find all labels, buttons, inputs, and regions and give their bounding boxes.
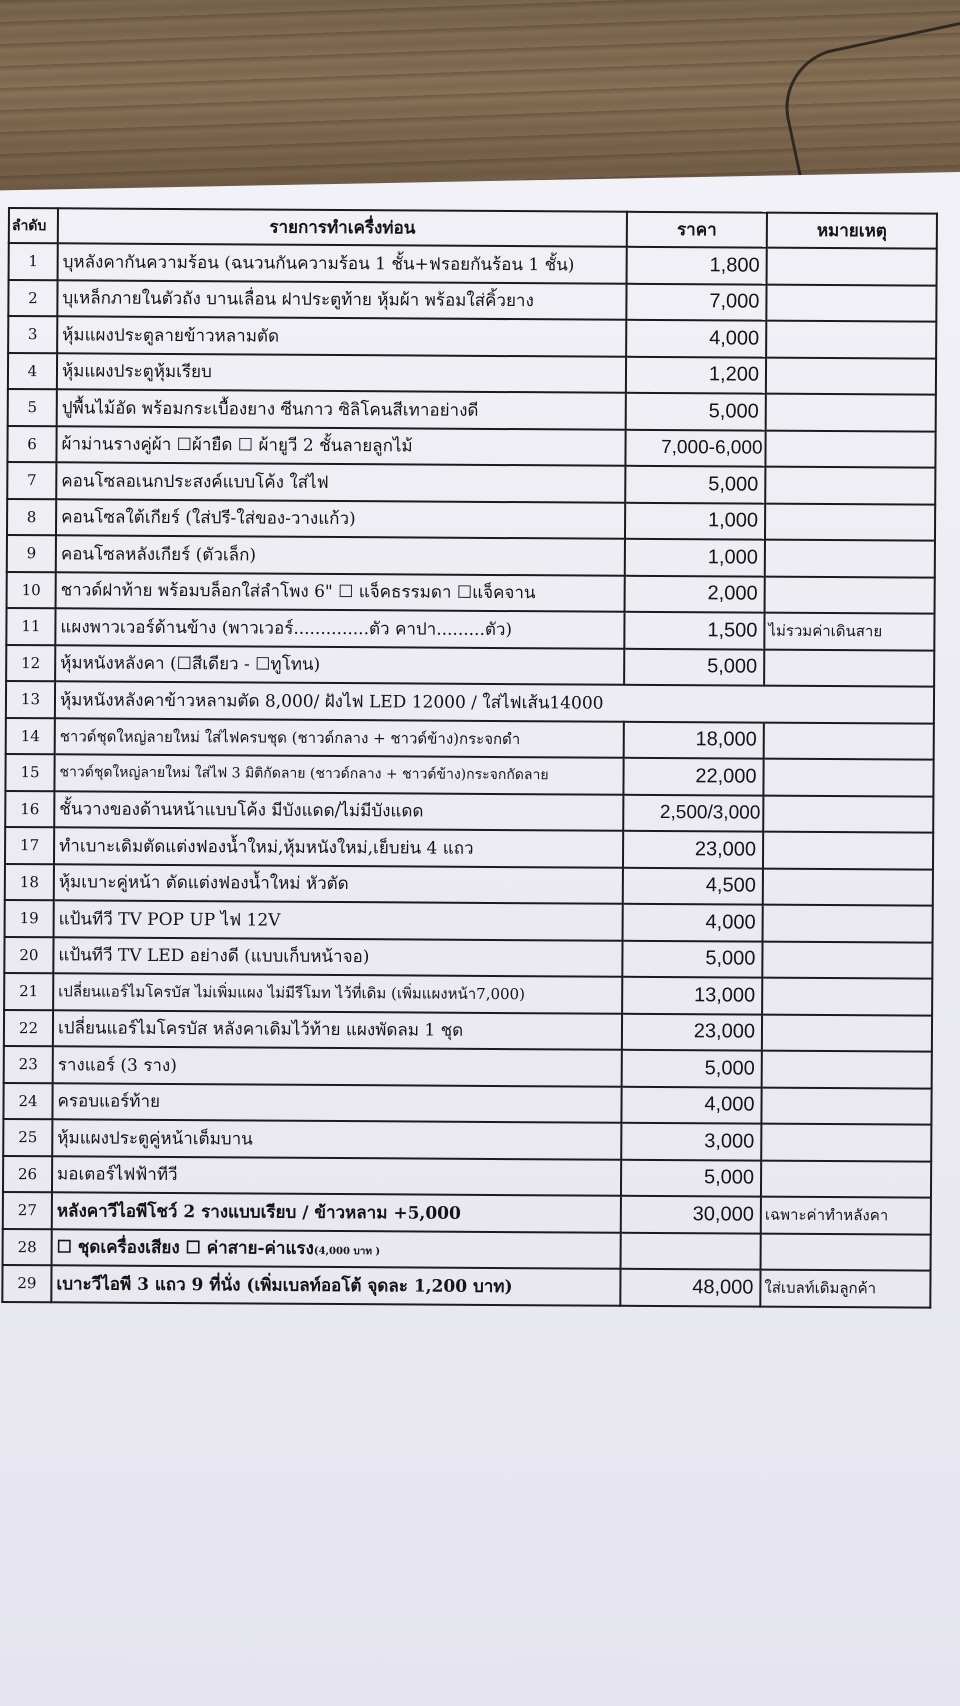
table-row (6, 608, 934, 650)
row-number: 28 (3, 1228, 52, 1265)
row-note (762, 1014, 932, 1052)
row-item: ครอบแอร์ท้าย (52, 1083, 621, 1123)
row-number: 26 (3, 1155, 52, 1192)
row-price: 7,000-6,000 (625, 429, 765, 466)
row-item: ทำเบาะเดิมตัดแต่งฟองน้ำใหม่,หุ้มหนังใหม่,เย็บย่น 4 แถว (54, 827, 623, 867)
row-number: 7 (7, 462, 56, 499)
row-note (761, 1233, 931, 1271)
row-price: 1,000 (625, 502, 765, 539)
row-price: 1,500 (624, 612, 764, 649)
row-item (52, 1229, 621, 1269)
row-item: ชาวด์ชุดใหญ่ลายใหม่ ใส่ไฟครบชุด (ชาวด์กลาง + ชาวด์ข้าง)กระจกดำ (55, 718, 624, 758)
row-item: บุเหล็กภายในตัวถัง บานเลื่อน ฝาประตูท้าย หุ้มผ้า พร้อมใส่คิ้วยาง (57, 280, 626, 320)
row-number: 18 (5, 863, 54, 900)
row-number: 1 (9, 243, 58, 280)
row-price: 2,000 (625, 575, 765, 612)
row-number: 20 (4, 936, 53, 973)
table-row (5, 754, 933, 796)
row-note (762, 978, 932, 1016)
row-number: 10 (7, 571, 56, 608)
row-note (761, 1124, 931, 1162)
row-number: 5 (8, 389, 57, 426)
row-note (763, 832, 933, 870)
row-note (762, 1051, 932, 1089)
table-row (6, 681, 934, 723)
row-price: 30,000 (621, 1196, 761, 1233)
row-item: แป้นทีวี TV LED อย่างดี (แบบเก็บหน้าจอ) (53, 937, 622, 977)
row-price: 48,000 (620, 1269, 760, 1306)
row-number: 29 (2, 1265, 51, 1302)
row-price: 4,000 (623, 904, 763, 941)
row-item: ผ้าม่านรางคู่ผ้า ☐ผ้ายืด ☐ ผ้ายูวี 2 ชั้นลายลูกไม้ (56, 426, 625, 466)
row-note (767, 248, 937, 286)
table-row (5, 900, 933, 942)
header-item: รายการทำเครื่งท่อน (58, 208, 627, 246)
row-price: 23,000 (622, 1013, 762, 1050)
row-number: 15 (5, 754, 54, 791)
row-item: ชาวด์ฝาท้าย พร้อมบล็อกใส่ลำโพง 6" ☐ แจ็คธรรมดา ☐แจ็คจาน (56, 572, 625, 612)
row-number: 11 (6, 608, 55, 645)
table-row (7, 462, 935, 504)
row-price: 2,500/3,000 (623, 794, 763, 831)
table-row (7, 571, 935, 613)
price-list-sheet (1, 207, 936, 1308)
row-item: ชั้นวางของด้านหน้าแบบโค้ง มีบังแดด/ไม่มีบังแดด (54, 791, 623, 831)
row-item: หุ้มแผงประตูคู่หน้าเต็มบาน (52, 1119, 621, 1159)
row-number: 3 (8, 316, 57, 353)
table-row (4, 936, 932, 978)
table-row (7, 499, 935, 541)
row-item: คอนโซลอเนกประสงค์แบบโค้ง ใส่ไฟ (56, 462, 625, 502)
row-note (766, 284, 936, 322)
row-number: 23 (4, 1046, 53, 1083)
table-row (6, 717, 934, 759)
row-item: บุหลังคากันความร้อน (ฉนวนกันความร้อน 1 ชั้น+ฟรอยกันร้อน 1 ชั้น) (58, 243, 627, 283)
row-item: หุ้มหนังหลังคา (☐สีเดียว - ☐ทูโทน) (55, 645, 624, 685)
row-item: หุ้มเบาะคู่หน้า ตัดแต่งฟองน้ำใหม่ หัวตัด (54, 864, 623, 904)
row-note (764, 722, 934, 760)
header-no: ลำดับ (9, 208, 58, 243)
table-row (6, 644, 934, 686)
row-item: หุ้มหนังหลังคาข้าวหลามตัด 8,000/ ฝังไฟ LED 12000 / ใส่ไฟเส้น14000 (55, 681, 934, 723)
row-note (765, 503, 935, 541)
row-item: เบาะวีไอพี 3 แถว 9 ที่นั่ง (เพิ่มเบลท์ออโต้ จุดละ 1,200 บาท) (51, 1265, 620, 1305)
row-number: 14 (6, 717, 55, 754)
table-row (8, 353, 936, 395)
row-number: 2 (8, 280, 57, 317)
table-row (2, 1265, 930, 1307)
row-price: 23,000 (623, 831, 763, 868)
row-note (763, 759, 933, 797)
row-price: 1,800 (627, 247, 767, 284)
row-item: หลังคาวีไอพีโชว์ 2 รางแบบเรียบ / ข้าวหลาม +5,000 (52, 1192, 621, 1232)
header-price: ราคา (627, 212, 767, 248)
row-item: หุ้มแผงประตูหุ้มเรียบ (57, 353, 626, 393)
row-note (765, 430, 935, 468)
row-price: 7,000 (626, 283, 766, 320)
row-price: 5,000 (622, 1050, 762, 1087)
table-row (3, 1155, 931, 1197)
row-note (765, 467, 935, 505)
row-number: 24 (3, 1082, 52, 1119)
row-price: 1,000 (625, 539, 765, 576)
row-note (765, 576, 935, 614)
row-item: ปูพื้นไม้อัด พร้อมกระเบื้องยาง ซีนกาว ซิลิโคนสีเทาอย่างดี (57, 389, 626, 429)
row-item: หุ้มแผงประตูลายข้าวหลามตัด (57, 316, 626, 356)
row-price: 3,000 (621, 1123, 761, 1160)
row-price: 5,000 (622, 940, 762, 977)
row-note (765, 540, 935, 578)
row-note (763, 905, 933, 943)
row-note (766, 321, 936, 359)
table-row (5, 790, 933, 832)
table-row (4, 973, 932, 1015)
row-number: 22 (4, 1009, 53, 1046)
audio-option-text: ☐ ชุดเครื่องเสียง ☐ ค่าสาย-ค่าแรง (56, 1237, 314, 1260)
row-item: เปลี่ยนแอร์ไมโครบัส ไม่เพิ่มแผง ไม่มีรีโมท ไว้ที่เดิม (เพิ่มแผงหน้า7,000) (53, 973, 622, 1013)
row-price: 18,000 (624, 721, 764, 758)
row-note (761, 1160, 931, 1198)
row-price: 5,000 (626, 393, 766, 430)
row-number: 6 (7, 426, 56, 463)
row-number: 25 (3, 1119, 52, 1156)
row-item: รางแอร์ (3 ราง) (53, 1046, 622, 1086)
row-price: 4,000 (621, 1086, 761, 1123)
row-number: 19 (5, 900, 54, 937)
row-item: แผงพาวเวอร์ด้านข้าง (พาวเวอร์..............ตัว คาปา.........ตัว) (55, 608, 624, 648)
table-row (3, 1119, 931, 1161)
row-item: คอนโซลใต้เกียร์ (ใส่ปรี-ใส่ของ-วางแก้ว) (56, 499, 625, 539)
table-row (3, 1082, 931, 1124)
row-price: 4,500 (623, 867, 763, 904)
row-item: คอนโซลหลังเกียร์ (ตัวเล็ก) (56, 535, 625, 575)
row-number: 8 (7, 499, 56, 536)
table-row (4, 1009, 932, 1051)
table-row (5, 827, 933, 869)
row-item: แป้นทีวี TV POP UP ไฟ 12V (54, 900, 623, 940)
header-row (9, 208, 937, 249)
table-row (3, 1192, 931, 1234)
row-note: เฉพาะค่าทำหลังคา (761, 1197, 931, 1235)
row-number: 9 (7, 535, 56, 572)
row-note (764, 649, 934, 687)
table-row (5, 863, 933, 905)
row-note (762, 941, 932, 979)
row-number: 4 (8, 353, 57, 390)
table-row (7, 426, 935, 468)
row-number: 16 (5, 790, 54, 827)
row-item: มอเตอร์ไฟฟ้าทีวี (52, 1156, 621, 1196)
row-note (763, 795, 933, 833)
row-note (761, 1087, 931, 1125)
row-note (766, 394, 936, 432)
row-number: 17 (5, 827, 54, 864)
labor-cost-note: (4,000 บาท ) (313, 1246, 381, 1258)
row-number: 13 (6, 681, 55, 718)
row-price: 13,000 (622, 977, 762, 1014)
price-table (1, 207, 938, 1308)
table-row (7, 535, 935, 577)
table-row (8, 389, 936, 431)
row-price: 4,000 (626, 320, 766, 357)
row-note: ใส่เบลท์เดิมลูกค้า (760, 1270, 930, 1308)
row-number: 27 (3, 1192, 52, 1229)
row-price: 5,000 (624, 648, 764, 685)
row-number: 21 (4, 973, 53, 1010)
table-row (8, 280, 936, 322)
row-number: 12 (6, 644, 55, 681)
row-price (621, 1232, 761, 1269)
row-note (766, 357, 936, 395)
table-row (4, 1046, 932, 1088)
row-item: ชาวด์ชุดใหญ่ลายใหม่ ใส่ไฟ 3 มิติกัดลาย (ชาวด์กลาง + ชาวด์ข้าง)กระจกกัดลาย (54, 754, 623, 794)
row-note: ไม่รวมค่าเดินสาย (764, 613, 934, 651)
row-price: 1,200 (626, 356, 766, 393)
header-note: หมายเหตุ (767, 213, 937, 249)
row-price: 22,000 (623, 758, 763, 795)
row-note (763, 868, 933, 906)
row-price: 5,000 (625, 466, 765, 503)
table-row (8, 316, 936, 358)
table-row (9, 243, 937, 285)
table-row (3, 1228, 931, 1270)
row-price: 5,000 (621, 1159, 761, 1196)
row-item: เปลี่ยนแอร์ไมโครบัส หลังคาเดิมไว้ท้าย แผงพัดลม 1 ชุด (53, 1010, 622, 1050)
